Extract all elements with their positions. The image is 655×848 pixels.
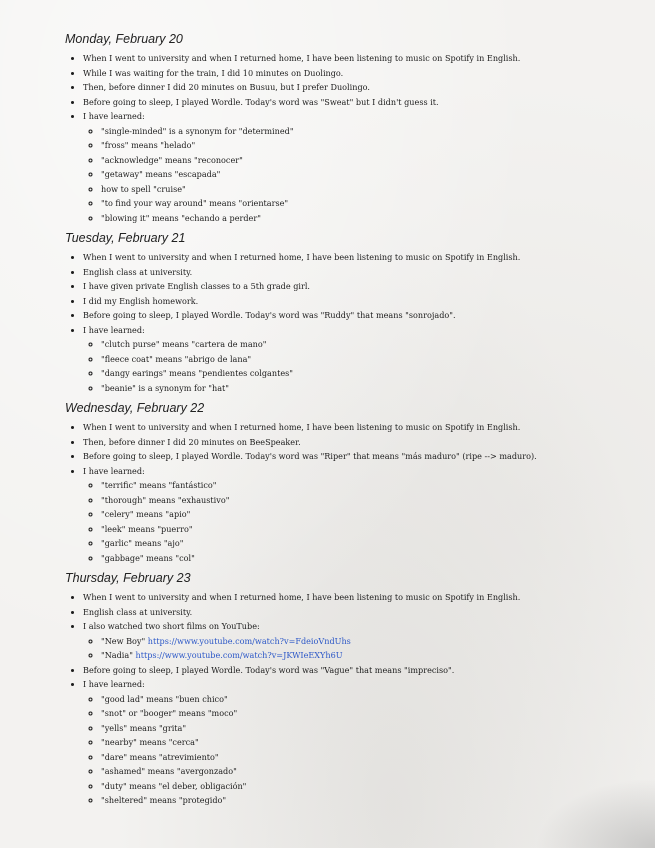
vocabulary-item: ◦ "leek" means "puerro" <box>101 522 625 537</box>
day-heading: Thursday, February 23 <box>65 571 191 585</box>
activity-text: English class at university. <box>83 266 193 277</box>
activity-item <box>83 605 625 620</box>
day-section <box>65 570 625 808</box>
activity-item <box>83 420 625 435</box>
activity-text: Before going to sleep, I played Wordle. Today's word was "Vague" that means "impreciso". <box>83 664 455 675</box>
day-section <box>65 230 625 395</box>
vocabulary-item: ◦ "duty" means "el deber, obligación" <box>101 779 625 794</box>
activity-item <box>83 279 625 294</box>
video-link[interactable]: https://www.youtube.com/watch?v=JKWIeEXYh6U <box>135 650 343 660</box>
activity-text: I have given private English classes to a 5th grade girl. <box>83 281 311 291</box>
activity-list <box>65 250 625 395</box>
activity-item <box>83 109 625 225</box>
vocabulary-list <box>83 337 625 395</box>
vocabulary-list <box>83 692 625 808</box>
vocabulary-item: ◦ "celery" means "apio" <box>101 507 625 522</box>
vocabulary-item: ◦ how to spell "cruise" <box>101 182 625 197</box>
activity-item <box>83 95 625 110</box>
activity-item <box>83 435 625 450</box>
activity-item <box>83 323 625 396</box>
activity-item <box>83 265 625 280</box>
video-link[interactable]: https://www.youtube.com/watch?v=FdeioVndUhs <box>147 635 351 646</box>
vocabulary-item: ◦ "yells" means "grita" <box>101 721 625 736</box>
day-heading: Monday, February 20 <box>65 32 183 46</box>
activity-text: I did my English homework. <box>83 295 199 306</box>
vocabulary-item: ◦ "terrific" means "fantástico" <box>101 478 625 493</box>
day-section <box>65 400 625 565</box>
video-item <box>101 634 625 649</box>
video-title: "Nadia" <box>101 650 133 660</box>
activity-text: I have learned: <box>83 465 145 476</box>
activity-item <box>83 663 625 678</box>
activity-item <box>83 294 625 309</box>
vocabulary-item: ◦ "single-minded" is a synonym for "determined" <box>101 124 625 139</box>
vocabulary-item: ◦ "getaway" means "escapada" <box>101 167 625 182</box>
vocabulary-list <box>83 124 625 226</box>
activity-item <box>83 308 625 323</box>
activity-text: When I went to university and when I returned home, I have been listening to music on Spotify in English. <box>83 422 521 432</box>
vocabulary-item: ◦ "beanie" is a synonym for "hat" <box>101 381 625 396</box>
vocabulary-item: ◦ "fleece coat" means "abrigo de lana" <box>101 352 625 367</box>
activity-text: I have learned: <box>83 111 145 121</box>
vocabulary-item: ◦ "clutch purse" means "cartera de mano" <box>101 337 625 352</box>
vocabulary-item: ◦ "to find your way around" means "orientarse" <box>101 196 625 211</box>
activity-text: I also watched two short films on YouTube: <box>83 621 260 631</box>
vocabulary-item: ◦ "fross" means "helado" <box>101 138 625 153</box>
vocabulary-item: ◦ "snot" or "booger" means "moco" <box>101 706 625 721</box>
activity-text: Then, before dinner I did 20 minutes on Busuu, but I prefer Duolingo. <box>83 82 370 92</box>
vocabulary-item: ◦ "thorough" means "exhaustivo" <box>101 493 625 508</box>
vocabulary-item: ◦ "good lad" means "buen chico" <box>101 692 625 707</box>
activity-item <box>83 449 625 464</box>
day-heading: Tuesday, February 21 <box>65 231 186 245</box>
video-list <box>83 634 625 663</box>
activity-text: I have learned: <box>83 679 145 689</box>
video-title: "New Boy" <box>101 635 146 646</box>
vocabulary-item: ◦ "nearby" means "cerca" <box>101 735 625 750</box>
activity-item <box>83 590 625 605</box>
journal-content <box>65 31 625 813</box>
activity-text: I have learned: <box>83 324 145 335</box>
vocabulary-item: ◦ "dangy earings" means "pendientes colgantes" <box>101 366 625 381</box>
vocabulary-item: ◦ "gabbage" means "col" <box>101 551 625 566</box>
activity-text: English class at university. <box>83 606 193 617</box>
activity-text: Before going to sleep, I played Wordle. Today's word was "Riper" that means "más maduro" (ripe --> maduro). <box>83 451 537 461</box>
activity-item <box>83 464 625 566</box>
activity-item <box>83 66 625 81</box>
activity-item <box>83 619 625 663</box>
activity-list <box>65 420 625 565</box>
vocabulary-item: ◦ "dare" means "atrevimiento" <box>101 750 625 765</box>
activity-item <box>83 51 625 66</box>
day-heading: Wednesday, February 22 <box>65 401 205 415</box>
activity-text: When I went to university and when I returned home, I have been listening to music on Spotify in English. <box>83 53 521 63</box>
day-section <box>65 31 625 225</box>
activity-text: Before going to sleep, I played Wordle. Today's word was "Ruddy" that means "sonrojado". <box>83 310 456 320</box>
activity-text: Before going to sleep, I played Wordle. Today's word was "Sweat" but I didn't guess it. <box>83 96 439 107</box>
activity-item <box>83 677 625 808</box>
vocabulary-list <box>83 478 625 565</box>
vocabulary-item: ◦ "blowing it" means "echando a perder" <box>101 211 625 226</box>
video-item <box>101 648 625 663</box>
activity-text: While I was waiting for the train, I did 10 minutes on Duolingo. <box>83 67 344 78</box>
vocabulary-item: ◦ "acknowledge" means "reconocer" <box>101 153 625 168</box>
activity-list <box>65 590 625 808</box>
activity-text: When I went to university and when I returned home, I have been listening to music on Spotify in English. <box>83 592 521 602</box>
activity-list <box>65 51 625 225</box>
vocabulary-item: ◦ "sheltered" means "protegido" <box>101 793 625 808</box>
vocabulary-item: ◦ "garlic" means "ajo" <box>101 536 625 551</box>
activity-text: When I went to university and when I returned home, I have been listening to music on Spotify in English. <box>83 252 521 262</box>
activity-text: Then, before dinner I did 20 minutes on BeeSpeaker. <box>83 436 301 447</box>
vocabulary-item: ◦ "ashamed" means "avergonzado" <box>101 764 625 779</box>
activity-item <box>83 80 625 95</box>
activity-item <box>83 250 625 265</box>
